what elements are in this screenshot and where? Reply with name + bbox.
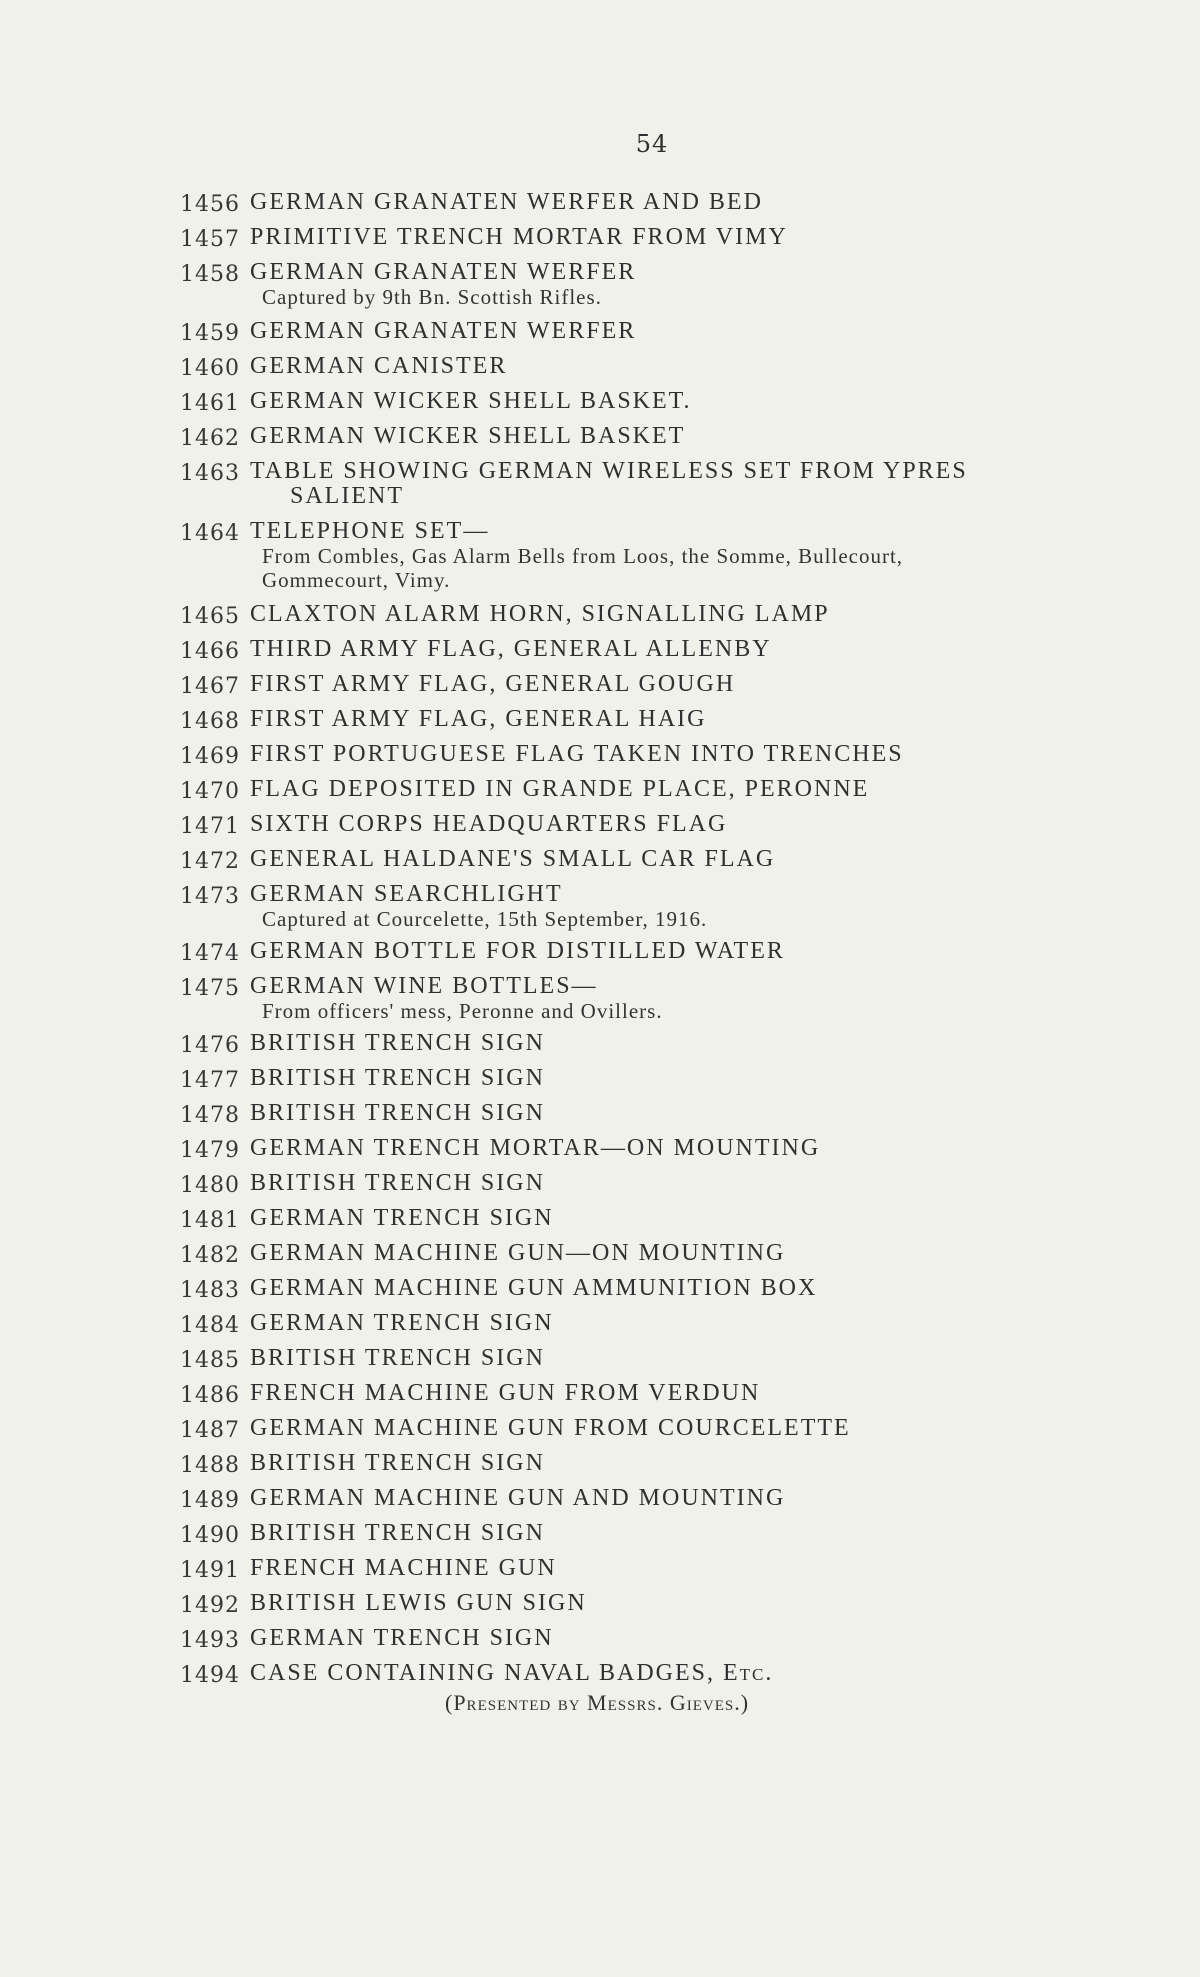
entry-title-text: GERMAN TRENCH MORTAR—ON MOUNTING (250, 1135, 821, 1161)
catalogue-entry (180, 354, 1130, 379)
catalogue-entry (180, 1136, 1130, 1161)
entry-title-text: TELEPHONE SET— (250, 518, 490, 544)
entry-title (250, 389, 1130, 414)
entry-number: 1457 (180, 227, 240, 252)
entry-number: 1465 (180, 604, 240, 629)
entry-title (250, 319, 1130, 344)
entry-title-text: BRITISH TRENCH SIGN (250, 1030, 545, 1056)
entry-title (250, 1591, 1130, 1616)
entry-title-text: CLAXTON ALARM HORN, SIGNALLING LAMP (250, 601, 830, 627)
entry-title-text: THIRD ARMY FLAG, GENERAL ALLENBY (250, 636, 772, 662)
entry-number: 1477 (180, 1068, 240, 1093)
entry-title-text: GERMAN TRENCH SIGN (250, 1625, 554, 1651)
entry-title (250, 459, 1130, 509)
entry-title (250, 1486, 1130, 1511)
entry-number: 1456 (180, 192, 240, 217)
catalogue-entry (180, 974, 1130, 1023)
catalogue-entry (180, 637, 1130, 662)
entry-title-text: GERMAN SEARCHLIGHT (250, 881, 563, 907)
entry-title-text: GERMAN GRANATEN WERFER (250, 259, 637, 285)
entry-number: 1466 (180, 639, 240, 664)
entry-title (250, 882, 1130, 907)
entry-note: Captured at Courcelette, 15th September, 1916. (262, 907, 708, 931)
entry-number: 1490 (180, 1523, 240, 1548)
entry-title (250, 1136, 1130, 1161)
entry-number: 1485 (180, 1348, 240, 1373)
entry-number: 1491 (180, 1558, 240, 1583)
entry-title (250, 1521, 1130, 1546)
entry-presented-by: (Presented by Messrs. Gieves.) (445, 1690, 750, 1715)
entry-note: From Combles, Gas Alarm Bells from Loos, the Somme, Bullecourt, (262, 544, 904, 568)
entry-title (250, 1451, 1130, 1476)
entry-title-text: GERMAN WICKER SHELL BASKET (250, 423, 686, 449)
entry-title (250, 1556, 1130, 1581)
catalogue-entry (180, 742, 1130, 767)
entry-title (250, 225, 1130, 250)
page-number: 54 (635, 130, 669, 158)
entry-title-text: GERMAN TRENCH SIGN (250, 1310, 554, 1336)
entry-title-text: FIRST PORTUGUESE FLAG TAKEN INTO TRENCHES (250, 741, 904, 767)
entry-title-text: BRITISH TRENCH SIGN (250, 1345, 545, 1371)
catalogue-entry (180, 1626, 1130, 1651)
entry-number: 1473 (180, 884, 240, 909)
entry-title-text: GERMAN BOTTLE FOR DISTILLED WATER (250, 938, 785, 964)
catalogue-entry (180, 225, 1130, 250)
entry-number: 1462 (180, 426, 240, 451)
entry-number: 1472 (180, 849, 240, 874)
entry-title-text: GERMAN GRANATEN WERFER (250, 318, 637, 344)
entry-title-text: TABLE SHOWING GERMAN WIRELESS SET FROM YPRES (250, 458, 968, 484)
entry-number: 1471 (180, 814, 240, 839)
entry-number: 1489 (180, 1488, 240, 1513)
entry-number: 1487 (180, 1418, 240, 1443)
entry-number: 1492 (180, 1593, 240, 1618)
entry-number: 1482 (180, 1243, 240, 1268)
entry-title (250, 1066, 1130, 1091)
entry-number: 1493 (180, 1628, 240, 1653)
catalogue-entry (180, 707, 1130, 732)
entry-number: 1470 (180, 779, 240, 804)
entry-title-continuation: SALIENT (290, 483, 404, 509)
catalogue-entry (180, 1346, 1130, 1371)
entry-number: 1483 (180, 1278, 240, 1303)
entry-number: 1460 (180, 356, 240, 381)
catalogue-entry (180, 777, 1130, 802)
entry-title (250, 190, 1130, 215)
entry-number: 1475 (180, 976, 240, 1001)
entry-title-text: GERMAN WICKER SHELL BASKET. (250, 388, 692, 414)
catalogue-entry (180, 1591, 1130, 1616)
catalogue-entry (180, 190, 1130, 215)
catalogue-entry (180, 672, 1130, 697)
entry-title-text: BRITISH LEWIS GUN SIGN (250, 1590, 587, 1616)
catalogue-entry (180, 1206, 1130, 1231)
entry-title-text: GERMAN GRANATEN WERFER AND BED (250, 189, 763, 215)
entry-number: 1459 (180, 321, 240, 346)
entry-title (250, 1171, 1130, 1196)
entry-number: 1461 (180, 391, 240, 416)
entry-number: 1468 (180, 709, 240, 734)
entry-number: 1478 (180, 1103, 240, 1128)
catalogue-entry (180, 1451, 1130, 1476)
entry-title (250, 847, 1130, 872)
catalogue-entry (180, 1276, 1130, 1301)
entry-title-text: FIRST ARMY FLAG, GENERAL GOUGH (250, 671, 736, 697)
entry-title (250, 1031, 1130, 1056)
entry-number: 1474 (180, 941, 240, 966)
entry-title (250, 424, 1130, 449)
entry-title (250, 1311, 1130, 1336)
catalogue-entry (180, 812, 1130, 837)
entry-number: 1480 (180, 1173, 240, 1198)
entry-number: 1479 (180, 1138, 240, 1163)
entry-title (250, 1346, 1130, 1371)
entry-number: 1463 (180, 461, 240, 486)
catalogue-entry (180, 1521, 1130, 1546)
entry-title-text: FRENCH MACHINE GUN (250, 1555, 557, 1581)
entry-title (250, 602, 1130, 627)
entry-title-text: BRITISH TRENCH SIGN (250, 1065, 545, 1091)
entry-title-text: PRIMITIVE TRENCH MORTAR FROM VIMY (250, 224, 788, 250)
catalogue-entry (180, 1556, 1130, 1581)
entry-title-text: FLAG DEPOSITED IN GRANDE PLACE, PERONNE (250, 776, 870, 802)
catalogue-entry (180, 424, 1130, 449)
entry-title (250, 812, 1130, 837)
catalogue-entry (180, 260, 1130, 309)
entry-title (250, 974, 1130, 999)
catalogue-entry (180, 847, 1130, 872)
entry-note: From officers' mess, Peronne and Ovillers. (262, 999, 663, 1023)
entry-note-continuation: Gommecourt, Vimy. (262, 568, 451, 592)
entry-title-text: FRENCH MACHINE GUN FROM VERDUN (250, 1380, 761, 1406)
entry-number: 1458 (180, 262, 240, 287)
entry-title-text: GERMAN CANISTER (250, 353, 508, 379)
catalogue-entry (180, 389, 1130, 414)
entry-title (250, 637, 1130, 662)
catalogue-entry (180, 1171, 1130, 1196)
catalogue-entry (180, 1416, 1130, 1441)
catalogue-entry (180, 1241, 1130, 1266)
entry-number: 1494 (180, 1663, 240, 1688)
catalogue-entry (180, 1031, 1130, 1056)
entry-title (250, 354, 1130, 379)
entry-title-text: BRITISH TRENCH SIGN (250, 1450, 545, 1476)
entry-number: 1469 (180, 744, 240, 769)
entry-title (250, 1416, 1130, 1441)
entry-title (250, 519, 1130, 544)
entry-title-text: SIXTH CORPS HEADQUARTERS FLAG (250, 811, 728, 837)
catalogue-entry (180, 459, 1130, 509)
entry-title (250, 1276, 1130, 1301)
entry-title-text: GERMAN MACHINE GUN FROM COURCELETTE (250, 1415, 851, 1441)
entry-title-text: BRITISH TRENCH SIGN (250, 1170, 545, 1196)
catalogue-entry (180, 1101, 1130, 1126)
entry-title (250, 1206, 1130, 1231)
catalogue-entry (180, 1381, 1130, 1406)
entry-number: 1484 (180, 1313, 240, 1338)
catalogue-entry (180, 602, 1130, 627)
entry-title (250, 672, 1130, 697)
entry-title-text: GERMAN TRENCH SIGN (250, 1205, 554, 1231)
entry-title (250, 1381, 1130, 1406)
entry-title (250, 1661, 1130, 1686)
entry-title-text: BRITISH TRENCH SIGN (250, 1520, 545, 1546)
entry-note: Captured by 9th Bn. Scottish Rifles. (262, 285, 602, 309)
entry-title-text: FIRST ARMY FLAG, GENERAL HAIG (250, 706, 707, 732)
catalogue-entry (180, 319, 1130, 344)
entry-title-text: BRITISH TRENCH SIGN (250, 1100, 545, 1126)
entry-number: 1481 (180, 1208, 240, 1233)
entry-title (250, 742, 1130, 767)
entry-title (250, 777, 1130, 802)
entry-title-text: GERMAN MACHINE GUN AND MOUNTING (250, 1485, 786, 1511)
entry-list (180, 190, 1130, 1726)
catalogue-entry (180, 939, 1130, 964)
catalogue-entry (180, 519, 1130, 592)
entry-title-text: GERMAN MACHINE GUN—ON MOUNTING (250, 1240, 786, 1266)
entry-title-text: GERMAN WINE BOTTLES— (250, 973, 598, 999)
entry-title (250, 707, 1130, 732)
entry-title (250, 1101, 1130, 1126)
entry-number: 1464 (180, 521, 240, 546)
catalogue-entry (180, 1311, 1130, 1336)
entry-title (250, 1241, 1130, 1266)
catalogue-entry (180, 1066, 1130, 1091)
entry-title-text: GENERAL HALDANE'S SMALL CAR FLAG (250, 846, 776, 872)
catalogue-entry (180, 1661, 1130, 1716)
entry-title-text: CASE CONTAINING NAVAL BADGES, (250, 1660, 715, 1686)
entry-title (250, 1626, 1130, 1651)
entry-number: 1488 (180, 1453, 240, 1478)
entry-title-etc: Etc. (723, 1660, 774, 1686)
entry-title (250, 939, 1130, 964)
catalogue-entry (180, 882, 1130, 931)
entry-title (250, 260, 1130, 285)
entry-number: 1486 (180, 1383, 240, 1408)
entry-number: 1476 (180, 1033, 240, 1058)
catalogue-entry (180, 1486, 1130, 1511)
entry-number: 1467 (180, 674, 240, 699)
entry-title-text: GERMAN MACHINE GUN AMMUNITION BOX (250, 1275, 818, 1301)
